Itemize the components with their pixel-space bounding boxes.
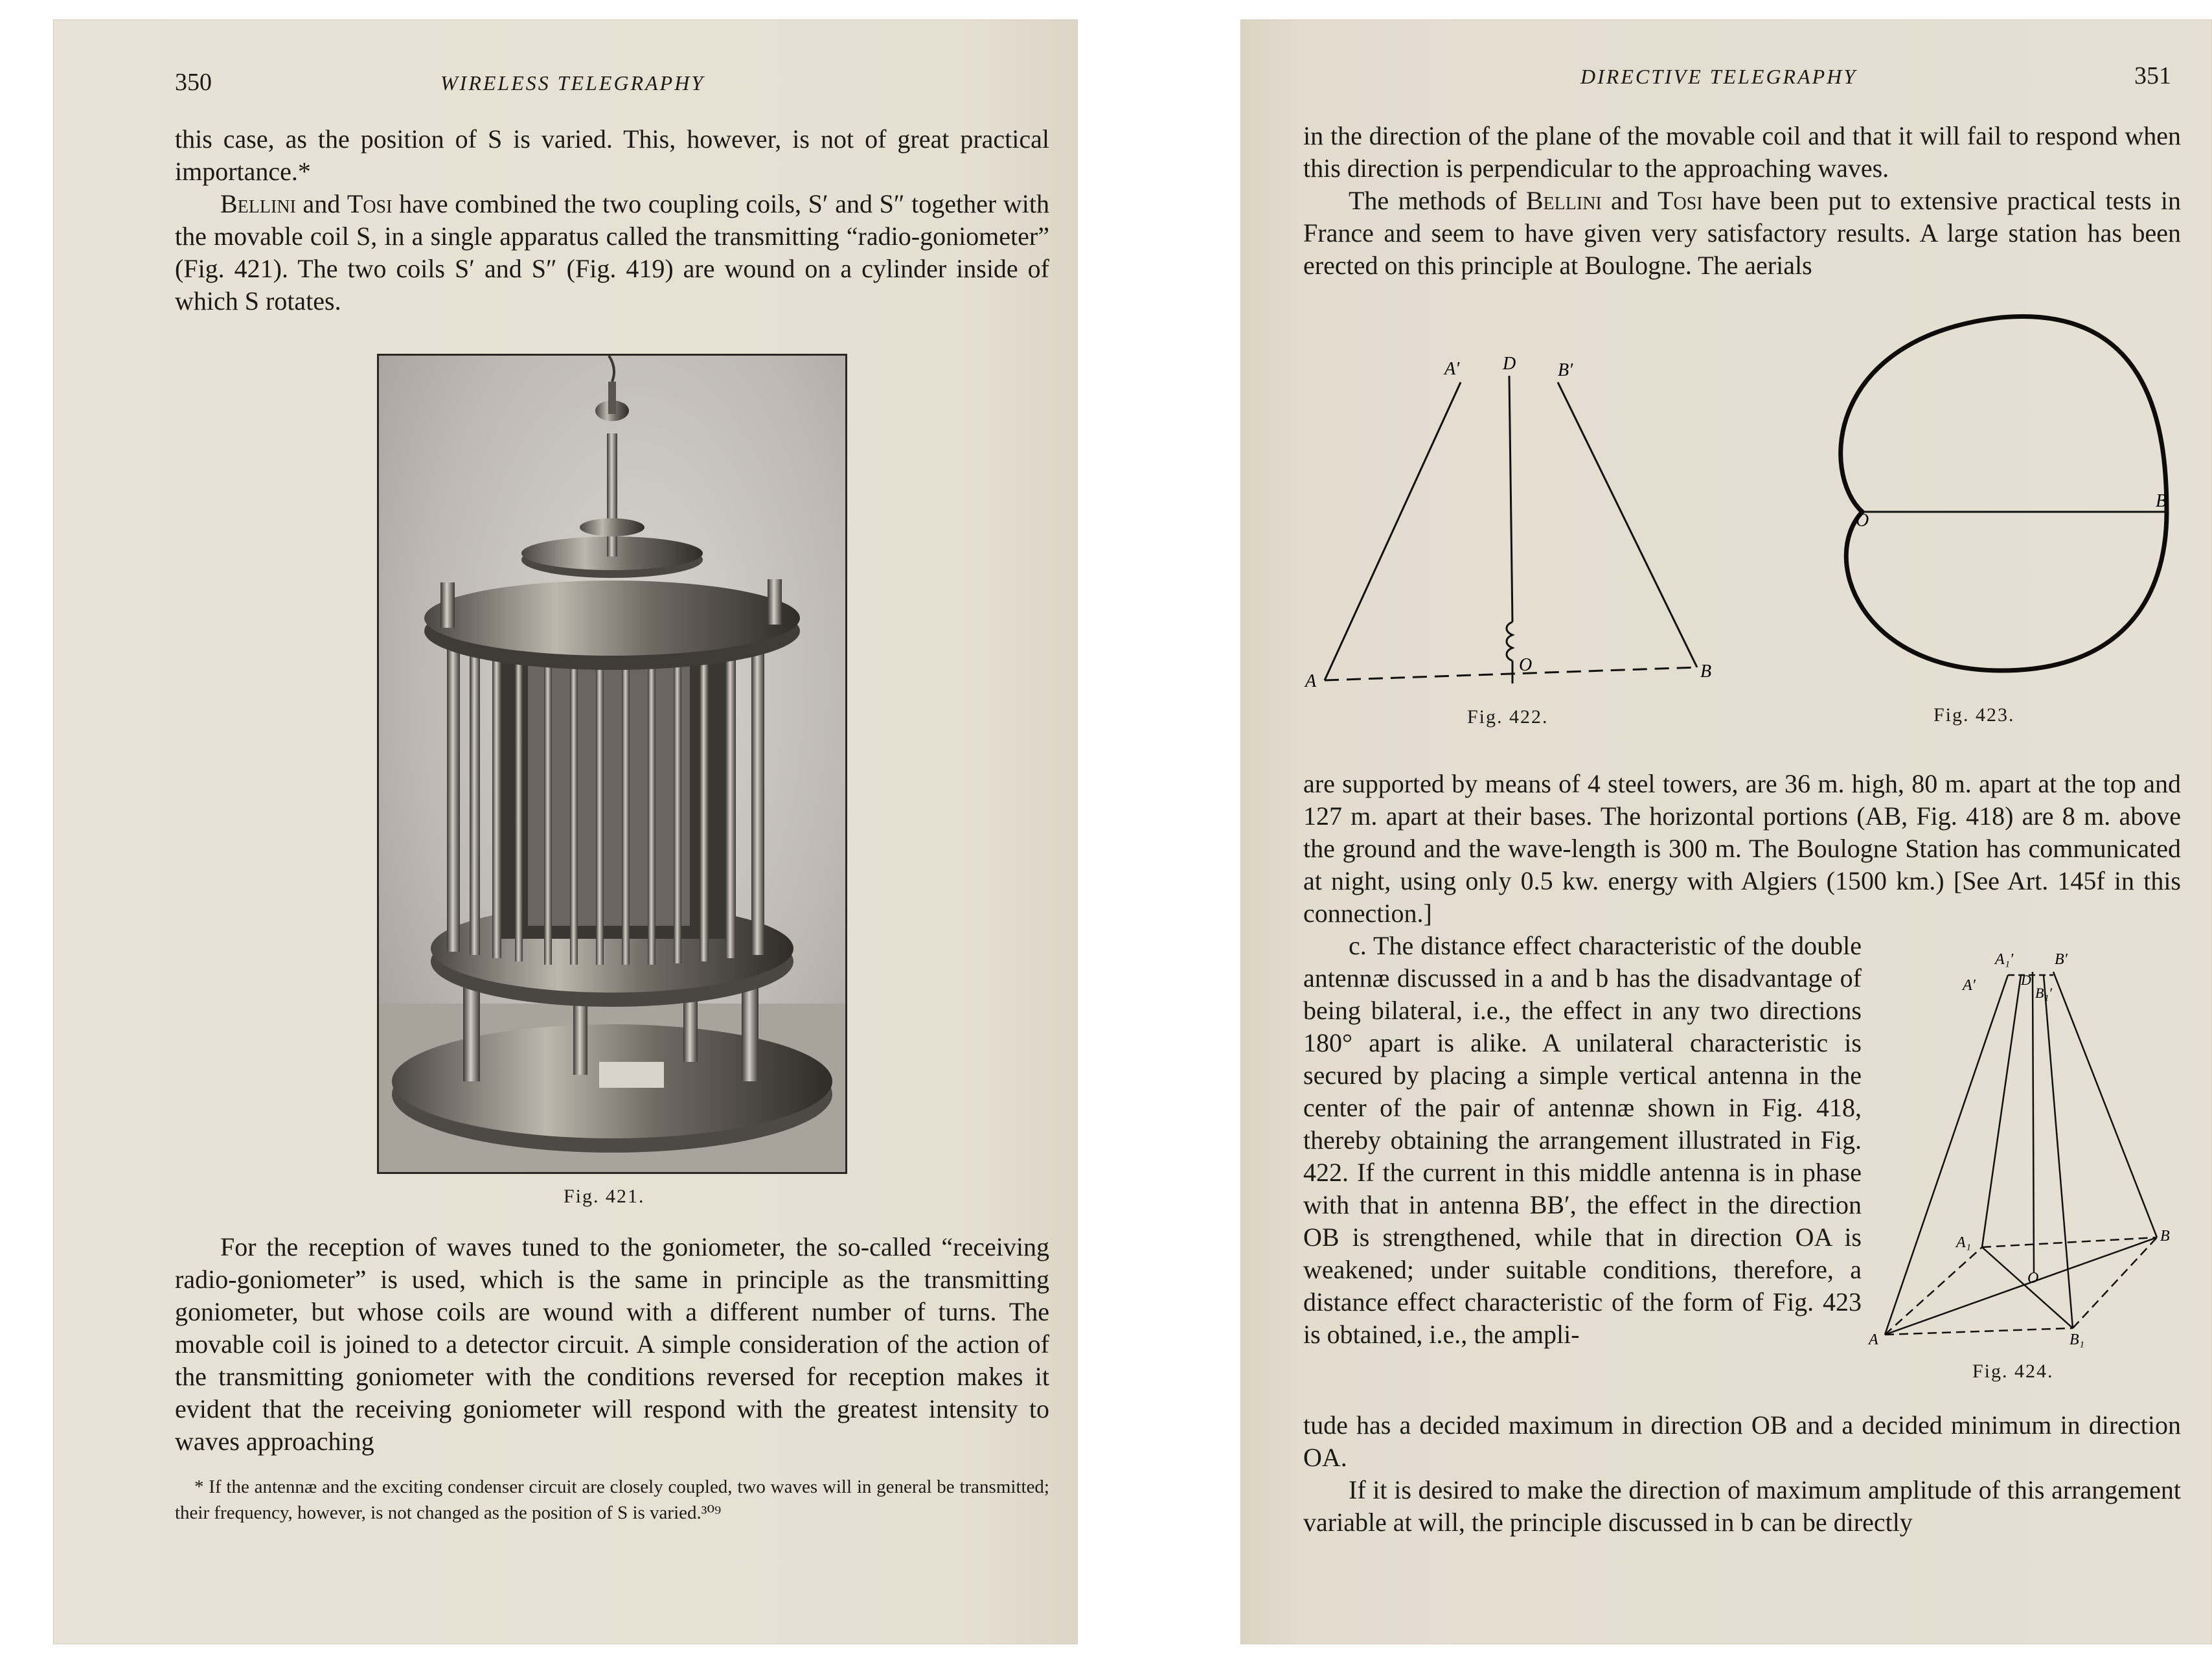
label-a-prime-424: A′	[1963, 977, 1976, 994]
base-dashed-a-b1	[1885, 1328, 2073, 1335]
left-paragraph-2-body: have combined the two coupling coils, S′ and S″ together with the movable coil S, in a single apparatus called the transmitting “radio-goniometer” (Fig. 421). The two coils S′ and S″ (Fig. 419) are wound on a cylinder inside of which S rotates.	[175, 189, 1049, 316]
left-paragraph-3: For the reception of waves tuned to the goniometer, the so-called “receiving radio-goniometer” is used, which is the same in principle as the transmitting goniometer, but whose coils are wound with a different number of turns. The movable coil is joined to a detector circuit. A simple consideration of the action of the transmitting goniometer with the conditions reversed for reception makes it evident that the receiving goniometer will respond with the greatest intensity to waves approaching	[175, 1232, 1049, 1456]
right-paragraph-2-c: and	[1601, 186, 1658, 215]
left-page-number: 350	[175, 69, 212, 96]
fig422-caption: Fig. 422.	[1467, 706, 1549, 728]
base-dashed-a1-b	[1982, 1237, 2157, 1247]
label-o-424: O	[2027, 1270, 2039, 1287]
author-bellini: Bellini	[220, 189, 296, 218]
label-a1-prime: A₁′	[1995, 951, 2014, 968]
right-paragraph-1: in the direction of the plane of the movable coil and that it will fail to respond when this direction is perpendicular to the approaching waves.	[1303, 121, 2181, 183]
label-b-prime-424: B′	[2055, 951, 2068, 968]
goniometer-photograph	[377, 354, 847, 1174]
edge-a1	[1982, 975, 2021, 1247]
antenna-wire-a	[1325, 382, 1461, 680]
figure-422-diagram	[1295, 337, 1749, 700]
author-tosi: Tosi	[347, 189, 393, 218]
left-paragraph-1: this case, as the position of S is varied. This, however, is not of great practical importance.*	[175, 124, 1049, 186]
label-b-423: B	[2156, 491, 2167, 511]
line-a1-b1	[1982, 1247, 2073, 1328]
label-b1-424: B₁	[2069, 1331, 2085, 1348]
antenna-wire-d	[1509, 376, 1512, 622]
goniometer-illustration	[379, 356, 845, 1172]
right-paragraph-5: tude has a decided maximum in direction OB and a decided minimum in direction OA.	[1303, 1410, 2181, 1472]
author-tosi-right: Tosi	[1658, 186, 1703, 215]
line-a-b	[1885, 1237, 2157, 1335]
right-page-number: 351	[2134, 62, 2171, 89]
edge-a	[1885, 975, 2008, 1335]
label-b1-prime: B₁′	[2035, 985, 2052, 1001]
right-running-head: DIRECTIVE TELEGRAPHY	[1580, 65, 1858, 88]
right-paragraph-2	[1303, 185, 2181, 282]
label-b-424: B	[2160, 1228, 2170, 1245]
label-o-423: O	[1856, 511, 1869, 531]
left-running-head: WIRELESS TELEGRAPHY	[440, 71, 705, 95]
and-text: and	[295, 189, 347, 218]
edge-d	[2033, 972, 2034, 1273]
cardioid-curve	[1841, 317, 2167, 671]
edge-b	[2053, 972, 2157, 1237]
right-paragraph-3: are supported by means of 4 steel towers, are 36 m. high, 80 m. apart at the top and 127 m. apart at their bases. The horizontal portions (AB, Fig. 418) are 8 m. above the ground and the wave-length is 300 m. The Boulogne Station has communicated at night, using only 0.5 kw. energy with Algiers (1500 km.) [See Art. 145f in this connection.]	[1303, 769, 2181, 928]
label-a1-424: A₁	[1956, 1234, 1972, 1251]
label-b-prime: B′	[1558, 360, 1573, 380]
right-paragraph-4: c. The distance effect characteristic of the double antennæ discussed in a and b has the disadvantage of being bilateral, i.e., the effect in any two directions 180° apart is alike. A unilateral characteristic is secured by placing a simple vertical antenna in the center of the pair of antennæ shown in Fig. 418, thereby obtaining the arrangement illustrated in Fig. 422. If the current in this middle antenna is in phase with that in antenna BB′, the effect in the direction OB is strengthened, while that in direction OA is weakened; under suitable conditions, therefore, a distance effect characteristic of the form of Fig. 423 is obtained, i.e., the ampli-	[1303, 931, 1862, 1349]
left-paragraph-2	[175, 188, 1049, 317]
base-dashed-b1-b	[2073, 1237, 2157, 1328]
author-bellini-right: Bellini	[1525, 186, 1602, 215]
label-a-prime: A′	[1444, 359, 1460, 379]
fig423-caption: Fig. 423.	[1933, 704, 2015, 726]
left-footnote: * If the antennæ and the exciting condenser circuit are closely coupled, two waves will in general be transmitted; their frequency, however, is not changed as the position of S is varied.³⁰⁹	[175, 1477, 1049, 1523]
label-a: A	[1305, 671, 1317, 691]
fig421-caption: Fig. 421.	[564, 1186, 645, 1207]
edge-b1	[2044, 975, 2073, 1328]
right-paragraph-2-a: The methods of	[1349, 186, 1526, 215]
label-o: O	[1519, 655, 1533, 675]
antenna-wire-b	[1558, 382, 1697, 667]
label-b: B	[1700, 661, 1712, 682]
label-d: D	[1503, 354, 1516, 374]
fig424-caption: Fig. 424.	[1972, 1361, 2054, 1382]
ground-dashed-line	[1325, 667, 1697, 680]
label-a-424: A	[1869, 1331, 1878, 1348]
figure-424-diagram	[1865, 946, 2176, 1348]
right-paragraph-6: If it is desired to make the direction of maximum amplitude of this arrangement variable at will, the principle discussed in b can be directly	[1303, 1475, 2181, 1537]
figure-423-diagram	[1814, 298, 2176, 687]
right-paragraph-2-e: have been put to extensive practical tests in France and seem to have given very satisfactory results. A large station has been erected on this principle at Boulogne. The aerials	[1303, 186, 2181, 280]
label-d-424: D	[2021, 972, 2031, 988]
